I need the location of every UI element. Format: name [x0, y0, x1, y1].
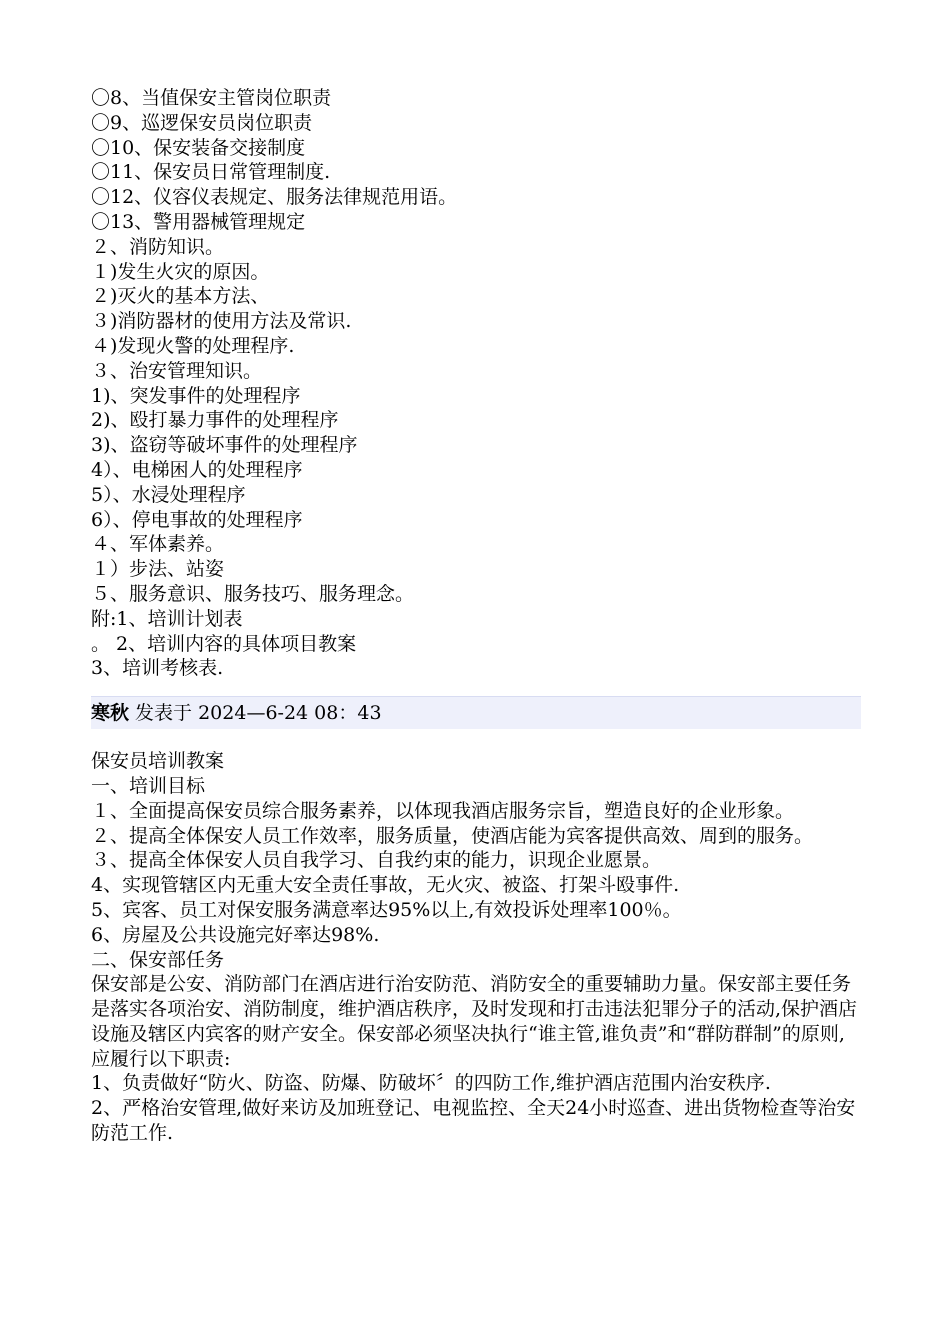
list-item: ３)消防器材的使用方法及常识.: [91, 310, 352, 333]
list-item: 〇10、保安装备交接制度: [91, 136, 306, 159]
paragraph: １、全面提高保安员综合服务素养，以体现我酒店服务宗旨，塑造良好的企业形象。: [91, 799, 795, 822]
paragraph: 4、实现管辖区内无重大安全责任事故，无火灾、被盗、打架斗殴事件.: [91, 874, 680, 897]
list-item: 附:1、培训计划表: [91, 607, 243, 630]
paragraph: 6、房屋及公共设施完好率达98%.: [91, 923, 380, 946]
list-item: 3、培训考核表.: [91, 657, 224, 680]
list-item: 〇11、保安员日常管理制度.: [91, 161, 331, 184]
list-item: 。 2、培训内容的具体项目教案: [91, 632, 357, 655]
list-item: ３、治安管理知识。: [91, 359, 263, 382]
list-item: ５、服务意识、服务技巧、服务理念。: [91, 582, 415, 605]
list-item: 5）、水浸处理程序: [91, 483, 246, 506]
list-item: １)发生火灾的原因。: [91, 260, 270, 283]
paragraph: 二、保安部任务: [91, 948, 225, 971]
list-item: ２、消防知识。: [91, 235, 225, 258]
post-header: [91, 696, 861, 729]
list-item: 〇12、仪容仪表规定、服务法律规范用语。: [91, 186, 458, 209]
list-item: 1)、突发事件的处理程序: [91, 384, 301, 407]
document-page: [91, 86, 861, 1146]
paragraph: 一、培训目标: [91, 774, 206, 797]
list-item: １）步法、站姿: [91, 558, 225, 581]
post-timestamp: 发表于 2024—6-24 08：43: [129, 702, 382, 725]
post-author[interactable]: 寒秋: [91, 702, 130, 725]
post-body: [91, 749, 861, 1146]
list-item: 〇9、巡逻保安员岗位职责: [91, 111, 313, 134]
list-item: ２)灭火的基本方法、: [91, 285, 270, 308]
paragraph: 保安员培训教案: [91, 750, 225, 773]
training-topics-list: [91, 86, 861, 681]
paragraph: 2、严格治安管理,做好来访及加班登记、电视监控、全天24小时巡查、进出货物检查等治安防范工作.: [91, 1097, 856, 1145]
paragraph: 保安部是公安、消防部门在酒店进行治安防范、消防安全的重要辅助力量。保安部主要任务是落实各项治安、消防制度，维护酒店秩序，及时发现和打击违法犯罪分子的活动,保护酒店设施及辖区内宾客的财产安全。保安部必须坚决执行“谁主管,谁负责”和“群防群制”的原则,应履行以下职责:: [91, 973, 858, 1070]
paragraph: ３、提高全体保安人员自我学习、自我约束的能力，识现企业愿景。: [91, 849, 662, 872]
list-item: 〇13、警用器械管理规定: [91, 210, 306, 233]
list-item: 4）、电梯困人的处理程序: [91, 458, 303, 481]
list-item: 2)、殴打暴力事件的处理程序: [91, 409, 339, 432]
list-item: ４、军体素养。: [91, 533, 225, 556]
list-item: 6）、停电事故的处理程序: [91, 508, 303, 531]
paragraph: ２、提高全体保安人员工作效率，服务质量，使酒店能为宾客提供高效、周到的服务。: [91, 824, 814, 847]
list-item: ４)发现火警的处理程序.: [91, 334, 295, 357]
list-item: 3)、盗窃等破坏事件的处理程序: [91, 434, 358, 457]
list-item: 〇8、当值保安主管岗位职责: [91, 87, 332, 109]
paragraph: 5、宾客、员工对保安服务满意率达95%以上,有效投诉处理率100％。: [91, 898, 682, 921]
paragraph: 1、负责做好“防火、防盗、防爆、防破坏〞的四防工作,维护酒店范围内治安秩序.: [91, 1072, 771, 1095]
